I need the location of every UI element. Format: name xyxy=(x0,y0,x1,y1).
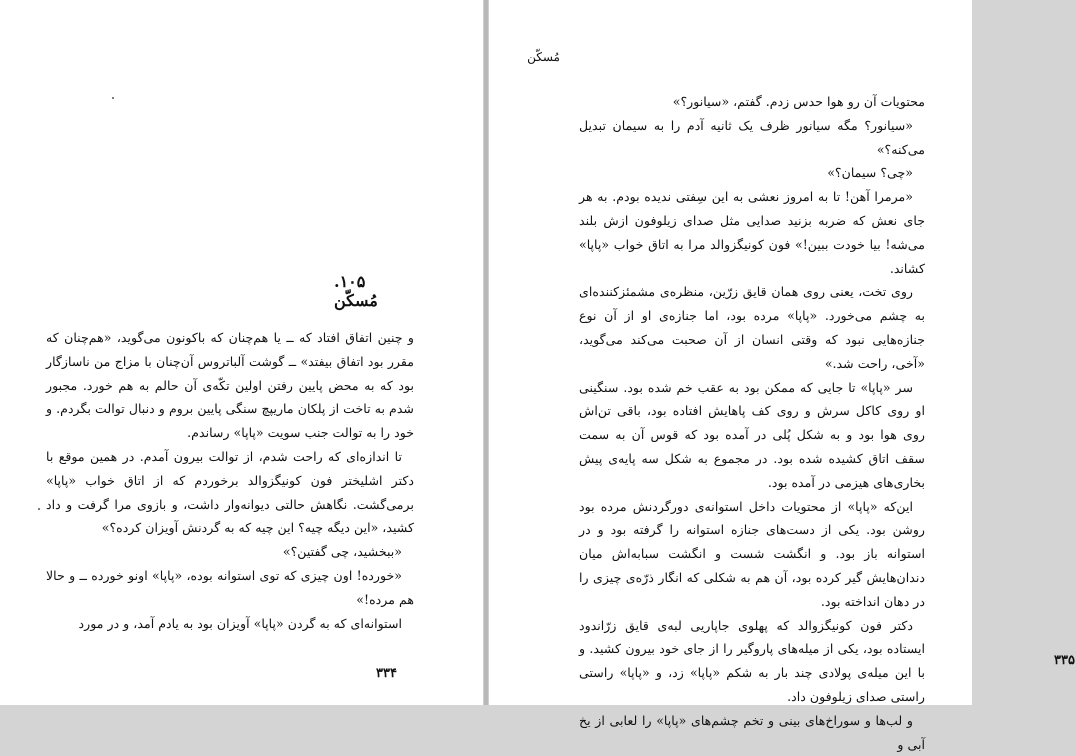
paragraph: «خورده! اون چیزی که توی استوانه بوده، «پاپا» اونو خورده ــ و حالا هم مرده!» xyxy=(46,567,414,607)
paragraph: دکتر فون کونیگزوالد که پهلوی جاپاریی لبه‌ی قایق زرّاندود ایستاده بود، یکی از میله‌های پاروگیر را از جای خود بیرون کشید. و با این میله‌ی پولادی چند بار به شکم «پاپا» زد، و «پاپا» راستی راستی صدای زیلوفون داد. xyxy=(579,617,925,704)
right-page-body xyxy=(579,90,925,756)
paragraph: و چنین اتفاق افتاد که ــ یا هم‌چنان که باکونون می‌گوید، «هم‌چنان که مقرر بود اتفاق بیفتد» ــ گوشت آلباتروس آن‌چنان با مزاج من ناسازگار بود که به محض پایین رفتن اولین تکّه‌ی آن حالم به هم خورد. مجبور شدم به تاخت از پلکان ماریپچ سنگی پایین بروم و دنبال توالت بگردم. و خود را به توالت جنب سویت «پاپا» رساندم. xyxy=(46,330,414,441)
paragraph: این‌که «پاپا» از محتویات داخل استوانه‌ی دورگردنش مرده بود روشن بود. یکی از دست‌های جنازه استوانه را گرفته بود و در استوانه باز بود. و انگشت شست و انگشت سبابه‌اش میان دندان‌هایش گیر کرده بود، آن هم به شکلی که انگار ذرّه‌ی چیزی را در دهان انداخته بود. xyxy=(579,498,925,609)
paragraph: سر «پاپا» تا جایی که ممکن بود به عقب خم شده بود. سنگینی او روی کاکل سرش و روی کف پاهایش افتاده بود، باقی تن‌اش روی هوا بود و به شکل پُلی در آمده بود که قوس آن به سمت سقف اتاق کشیده شده بود. در مجموع به شکل سه پایه‌ی پیش بخاری‌های هیزمی در آمده بود. xyxy=(579,379,925,490)
chapter-title: ۱۰۵. مُسکّن xyxy=(334,272,378,310)
paragraph: «ببخشید، چی گفتین؟» xyxy=(282,544,402,560)
paragraph: روی تخت، یعنی روی همان قایق زرّین، منظره‌ی مشمئزکننده‌ای به چشم می‌خورد. «پاپا» مرده بود، اما جنازه‌ی او از آن نوع جنازه‌هایی نبود که وقتی انسان از آن صحبت می‌کند می‌گوید، «آخی، راحت شد.» xyxy=(579,284,925,371)
paragraph: تا اندازه‌ای که راحت شدم، از توالت بیرون آمدم. در همین موقع با دکتر اشلیختر فون کونیگزوالد برخوردم که از اتاق خواب «پاپا» برمی‌گشت. نگاهش حالتی دیوانه‌وار داشت، و بازوی مرا گرفت و داد کشید، «این دیگه چیه؟ این چیه که به گردنش آویزان کرده؟» xyxy=(46,448,414,536)
page-number: ۳۳۴ xyxy=(376,666,397,681)
paragraph: «مرمرا آهن! تا به امروز نعشی به این سِفتی ندیده بودم. به هر جای نعش که ضربه بزنید صدایی مثل صدای زیلوفون ازش بلند می‌شه! بیا خودت ببین!» فون کونیگزوالد مرا به اتاق خواب «پاپا» کشاند. xyxy=(579,189,925,276)
page-speck xyxy=(38,508,40,510)
left-page xyxy=(0,0,484,705)
right-page xyxy=(488,0,1075,752)
page-number: ۳۳۵ xyxy=(1054,653,1075,668)
paragraph: استوانه‌ای که به گردن «پاپا» آویزان بود به یادم آمد، و در مورد xyxy=(78,615,402,631)
paragraph: «سیانور؟ مگه سیانور ظرف یک ثانیه آدم را به سیمان تبدیل می‌کنه؟» xyxy=(579,117,925,157)
paragraph: محتویات آن رو هوا حدس زدم. گفتم، «سیانور؟» xyxy=(672,94,925,109)
paragraph: «چی؟ سیمان؟» xyxy=(827,165,913,181)
running-head: مُسکّن xyxy=(527,50,560,64)
left-page-body xyxy=(46,326,414,635)
page-speck xyxy=(112,97,114,99)
paragraph: و لب‌ها و سوراخ‌های بینی و تخم چشم‌های «پاپا» را لعابی از یخ آبی و xyxy=(579,712,925,752)
